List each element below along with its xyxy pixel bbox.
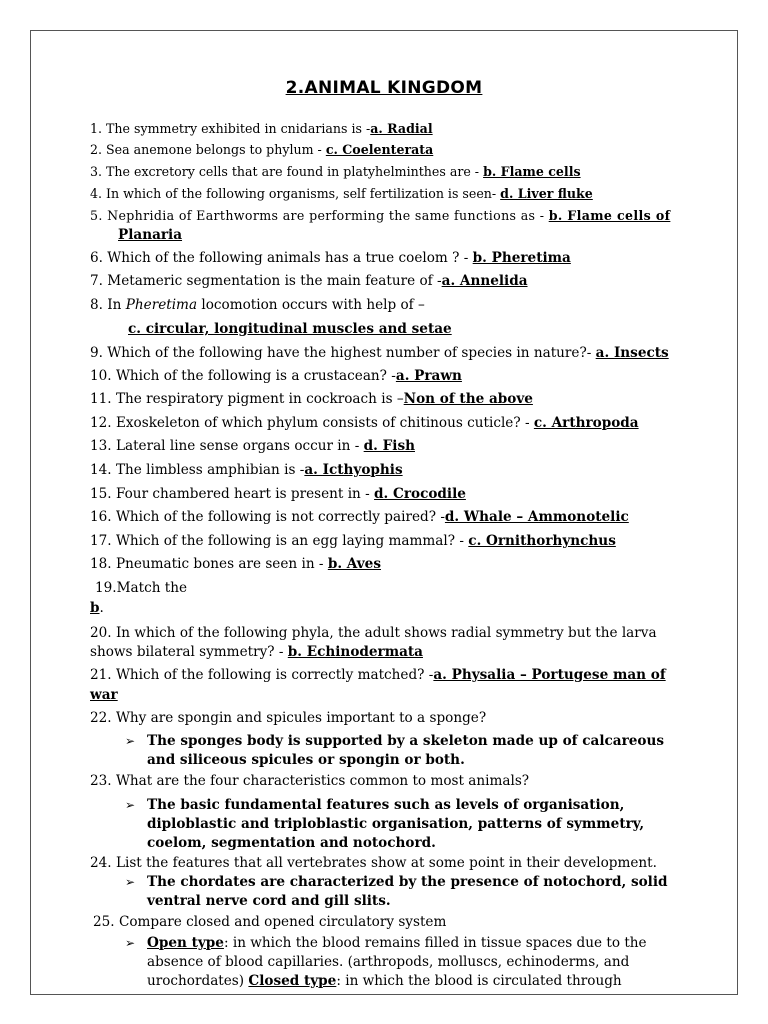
bullet-23: ➢ The basic fundamental features such as levels of organisation, diploblastic and triploblastic organisation, patterns of symmetry, coelom, segmentation and notochord. <box>125 797 645 851</box>
question-8-answer: c. circular, longitudinal muscles and setae <box>128 321 452 337</box>
arrowhead-icon: ➢ <box>125 798 136 812</box>
question-6: 6. Which of the following animals has a true coelom ? - b. Pheretima <box>90 250 571 266</box>
question-18: 18. Pneumatic bones are seen in - b. Aves <box>90 556 381 572</box>
question-2: 2. Sea anemone belongs to phylum - c. Coelenterata <box>90 142 434 157</box>
question-5: 5. Nephridia of Earthworms are performing the same functions as - b. Flame cells of <box>90 208 671 223</box>
arrowhead-icon: ➢ <box>125 734 136 748</box>
question-20-cont: shows bilateral symmetry? - b. Echinodermata <box>90 644 423 660</box>
question-20: 20. In which of the following phyla, the adult shows radial symmetry but the larva <box>90 625 657 641</box>
question-21-cont: war <box>90 687 118 703</box>
question-10: 10. Which of the following is a crustacean? -a. Prawn <box>90 368 462 384</box>
question-3: 3. The excretory cells that are found in platyhelminthes are - b. Flame cells <box>90 164 581 179</box>
question-23: 23. What are the four characteristics common to most animals? <box>90 773 530 789</box>
question-24: 24. List the features that all vertebrates show at some point in their development. <box>90 855 657 871</box>
bullet-25: ➢ Open type: in which the blood remains filled in tissue spaces due to the absence of blood capillaries. (arthropods, molluscs, echinoderms, and urochordates) Closed type: in which the blood is circulated through <box>125 935 647 989</box>
question-12: 12. Exoskeleton of which phylum consists of chitinous cuticle? - c. Arthropoda <box>90 415 639 431</box>
question-21: 21. Which of the following is correctly matched? -a. Physalia – Portugese man of <box>90 667 666 683</box>
question-9: 9. Which of the following have the highest number of species in nature?- a. Insects <box>90 345 669 361</box>
question-1: 1. The symmetry exhibited in cnidarians is -a. Radial <box>90 121 433 136</box>
question-16: 16. Which of the following is not correctly paired? -d. Whale – Ammonotelic <box>90 509 629 525</box>
question-17: 17. Which of the following is an egg laying mammal? - c. Ornithorhynchus <box>90 533 616 549</box>
question-7: 7. Metameric segmentation is the main feature of -a. Annelida <box>90 273 528 289</box>
question-19-answer: b. <box>90 600 104 616</box>
bullet-22: ➢ The sponges body is supported by a skeleton made up of calcareous and siliceous spicules or spongin or both. <box>125 733 665 768</box>
bullet-24: ➢ The chordates are characterized by the presence of notochord, solid ventral nerve cord and gill slits. <box>125 874 668 909</box>
question-19: 19.Match the <box>95 580 188 596</box>
question-4: 4. In which of the following organisms, self fertilization is seen- d. Liver fluke <box>90 186 593 201</box>
question-8: 8. In Pheretima locomotion occurs with help of – <box>90 297 425 313</box>
question-14: 14. The limbless amphibian is -a. Icthyophis <box>90 462 403 478</box>
question-5-cont: Planaria <box>118 227 183 243</box>
question-22: 22. Why are spongin and spicules important to a sponge? <box>90 710 487 726</box>
arrowhead-icon: ➢ <box>125 875 136 889</box>
arrowhead-icon: ➢ <box>125 936 136 950</box>
question-25: 25. Compare closed and opened circulatory system <box>93 914 447 930</box>
page-title: 2.ANIMAL KINGDOM <box>285 78 483 98</box>
question-11: 11. The respiratory pigment in cockroach is –Non of the above <box>90 391 533 407</box>
question-15: 15. Four chambered heart is present in - d. Crocodile <box>90 486 466 502</box>
question-13: 13. Lateral line sense organs occur in - d. Fish <box>90 438 415 454</box>
